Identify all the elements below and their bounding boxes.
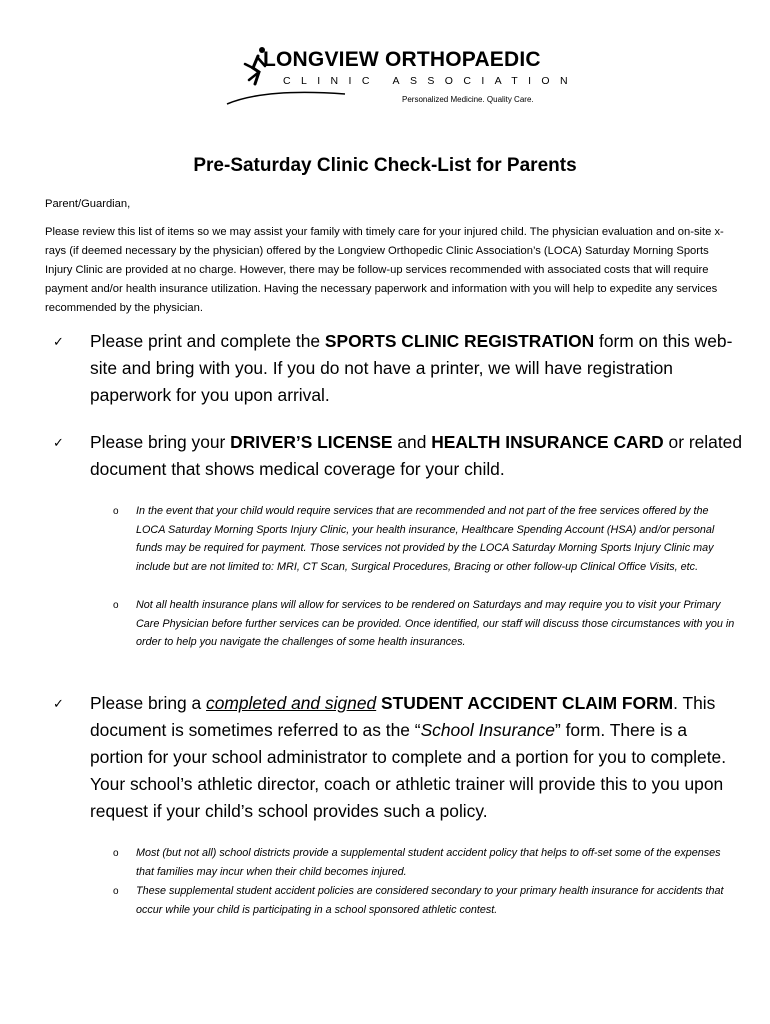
bullet-icon: o <box>113 506 119 517</box>
bullet-icon: o <box>113 600 119 611</box>
clinic-logo <box>225 44 578 108</box>
item3-bold: STUDENT ACCIDENT CLAIM FORM <box>381 693 674 713</box>
intro-paragraph: Please review this list of items so we may assist your family with timely care for your injured child. The physician evaluation and on-site x-rays (if deemed necessary by the physician) offered by the Longview Orthopedic Clinic Association’s (LOCA) Saturday Morning Sports Injury Clinic are provided at no charge. However, there may be follow-up services recommended with associated costs that will require payment and/or health insurance utilization. Having the necessary paperwork and information with you will help to expedite any services recommended by the physician. <box>45 226 724 314</box>
item3-text-end: ” form. There is a portion for your school administrator to complete and a portion for you to complete. Your school’s athletic director, coach or athletic trainer will provide this to you upon request if your child’s school provides such a policy. <box>90 720 727 821</box>
item2-bold-insurance: HEALTH INSURANCE CARD <box>431 432 664 452</box>
item2-text-mid: and <box>392 432 432 452</box>
checkmark-icon: ✓ <box>53 435 64 450</box>
checkmark-icon: ✓ <box>53 334 64 349</box>
item1-text-end: form on this web-site and bring with you. If you do not have a printer, we will have registration paperwork for you upon arrival. <box>90 331 733 405</box>
item3-underlined: completed and signed <box>206 693 377 713</box>
page-title: Pre-Saturday Clinic Check-List for Parents <box>193 155 577 176</box>
item3-subpoint-2: These supplemental student accident policies are considered secondary to your primary health insurance for accidents that occur while your child is participating in a school sponsored athletic contest. <box>136 885 724 916</box>
item2-bold-license: DRIVER’S LICENSE <box>230 432 393 452</box>
greeting: Parent/Guardian, <box>45 198 131 210</box>
logo-tagline: Personalized Medicine. Quality Care. <box>402 95 534 104</box>
item2-subpoint-1: In the event that your child would require services that are recommended and not part of the free services offered by the LOCA Saturday Morning Sports Injury Clinic, your health insurance, Healthcare Spending Account (HSA) and/or personal funds may be required for payment. Those services not provided by the LOCA Saturday Morning Sports Injury Clinic may include but are not limited to: MRI, CT Scan, Surgical Procedures, Bracing or other follow-up Clinical Office Visits, etc. <box>136 505 715 574</box>
bullet-icon: o <box>113 848 119 859</box>
item3-subpoint-1: Most (but not all) school districts provide a supplemental student accident policy that helps to off-set some of the expenses that families may incur when their child becomes injured. <box>136 847 721 878</box>
item3-italic: School Insurance <box>420 720 555 740</box>
checklist-item-license-insurance <box>90 429 745 483</box>
item1-text: Please print and complete the <box>90 331 325 351</box>
logo-name: LONGVIEW ORTHOPAEDIC <box>263 48 541 71</box>
item3-text-mid: . This document is sometimes referred to as the “ <box>90 693 716 740</box>
item1-bold: SPORTS CLINIC REGISTRATION <box>324 331 595 351</box>
item2-subpoint-2: Not all health insurance plans will allow for services to be rendered on Saturdays and may require you to visit your Primary Care Physician before further services can be provided. Once identified, our staff will discuss those circumstances with you in order to help you navigate the challenges of some health insurances. <box>136 599 735 649</box>
checkmark-icon: ✓ <box>53 696 64 711</box>
item3-text: Please bring a <box>90 693 207 713</box>
item2-text-end: or related document that shows medical coverage for your child. <box>90 432 743 479</box>
checklist-item-registration <box>90 328 745 409</box>
item2-text: Please bring your <box>90 432 231 452</box>
bullet-icon: o <box>113 886 119 897</box>
logo-subtitle: CLINIC ASSOCIATION <box>283 75 578 87</box>
checklist-item-accident-claim <box>90 690 745 825</box>
